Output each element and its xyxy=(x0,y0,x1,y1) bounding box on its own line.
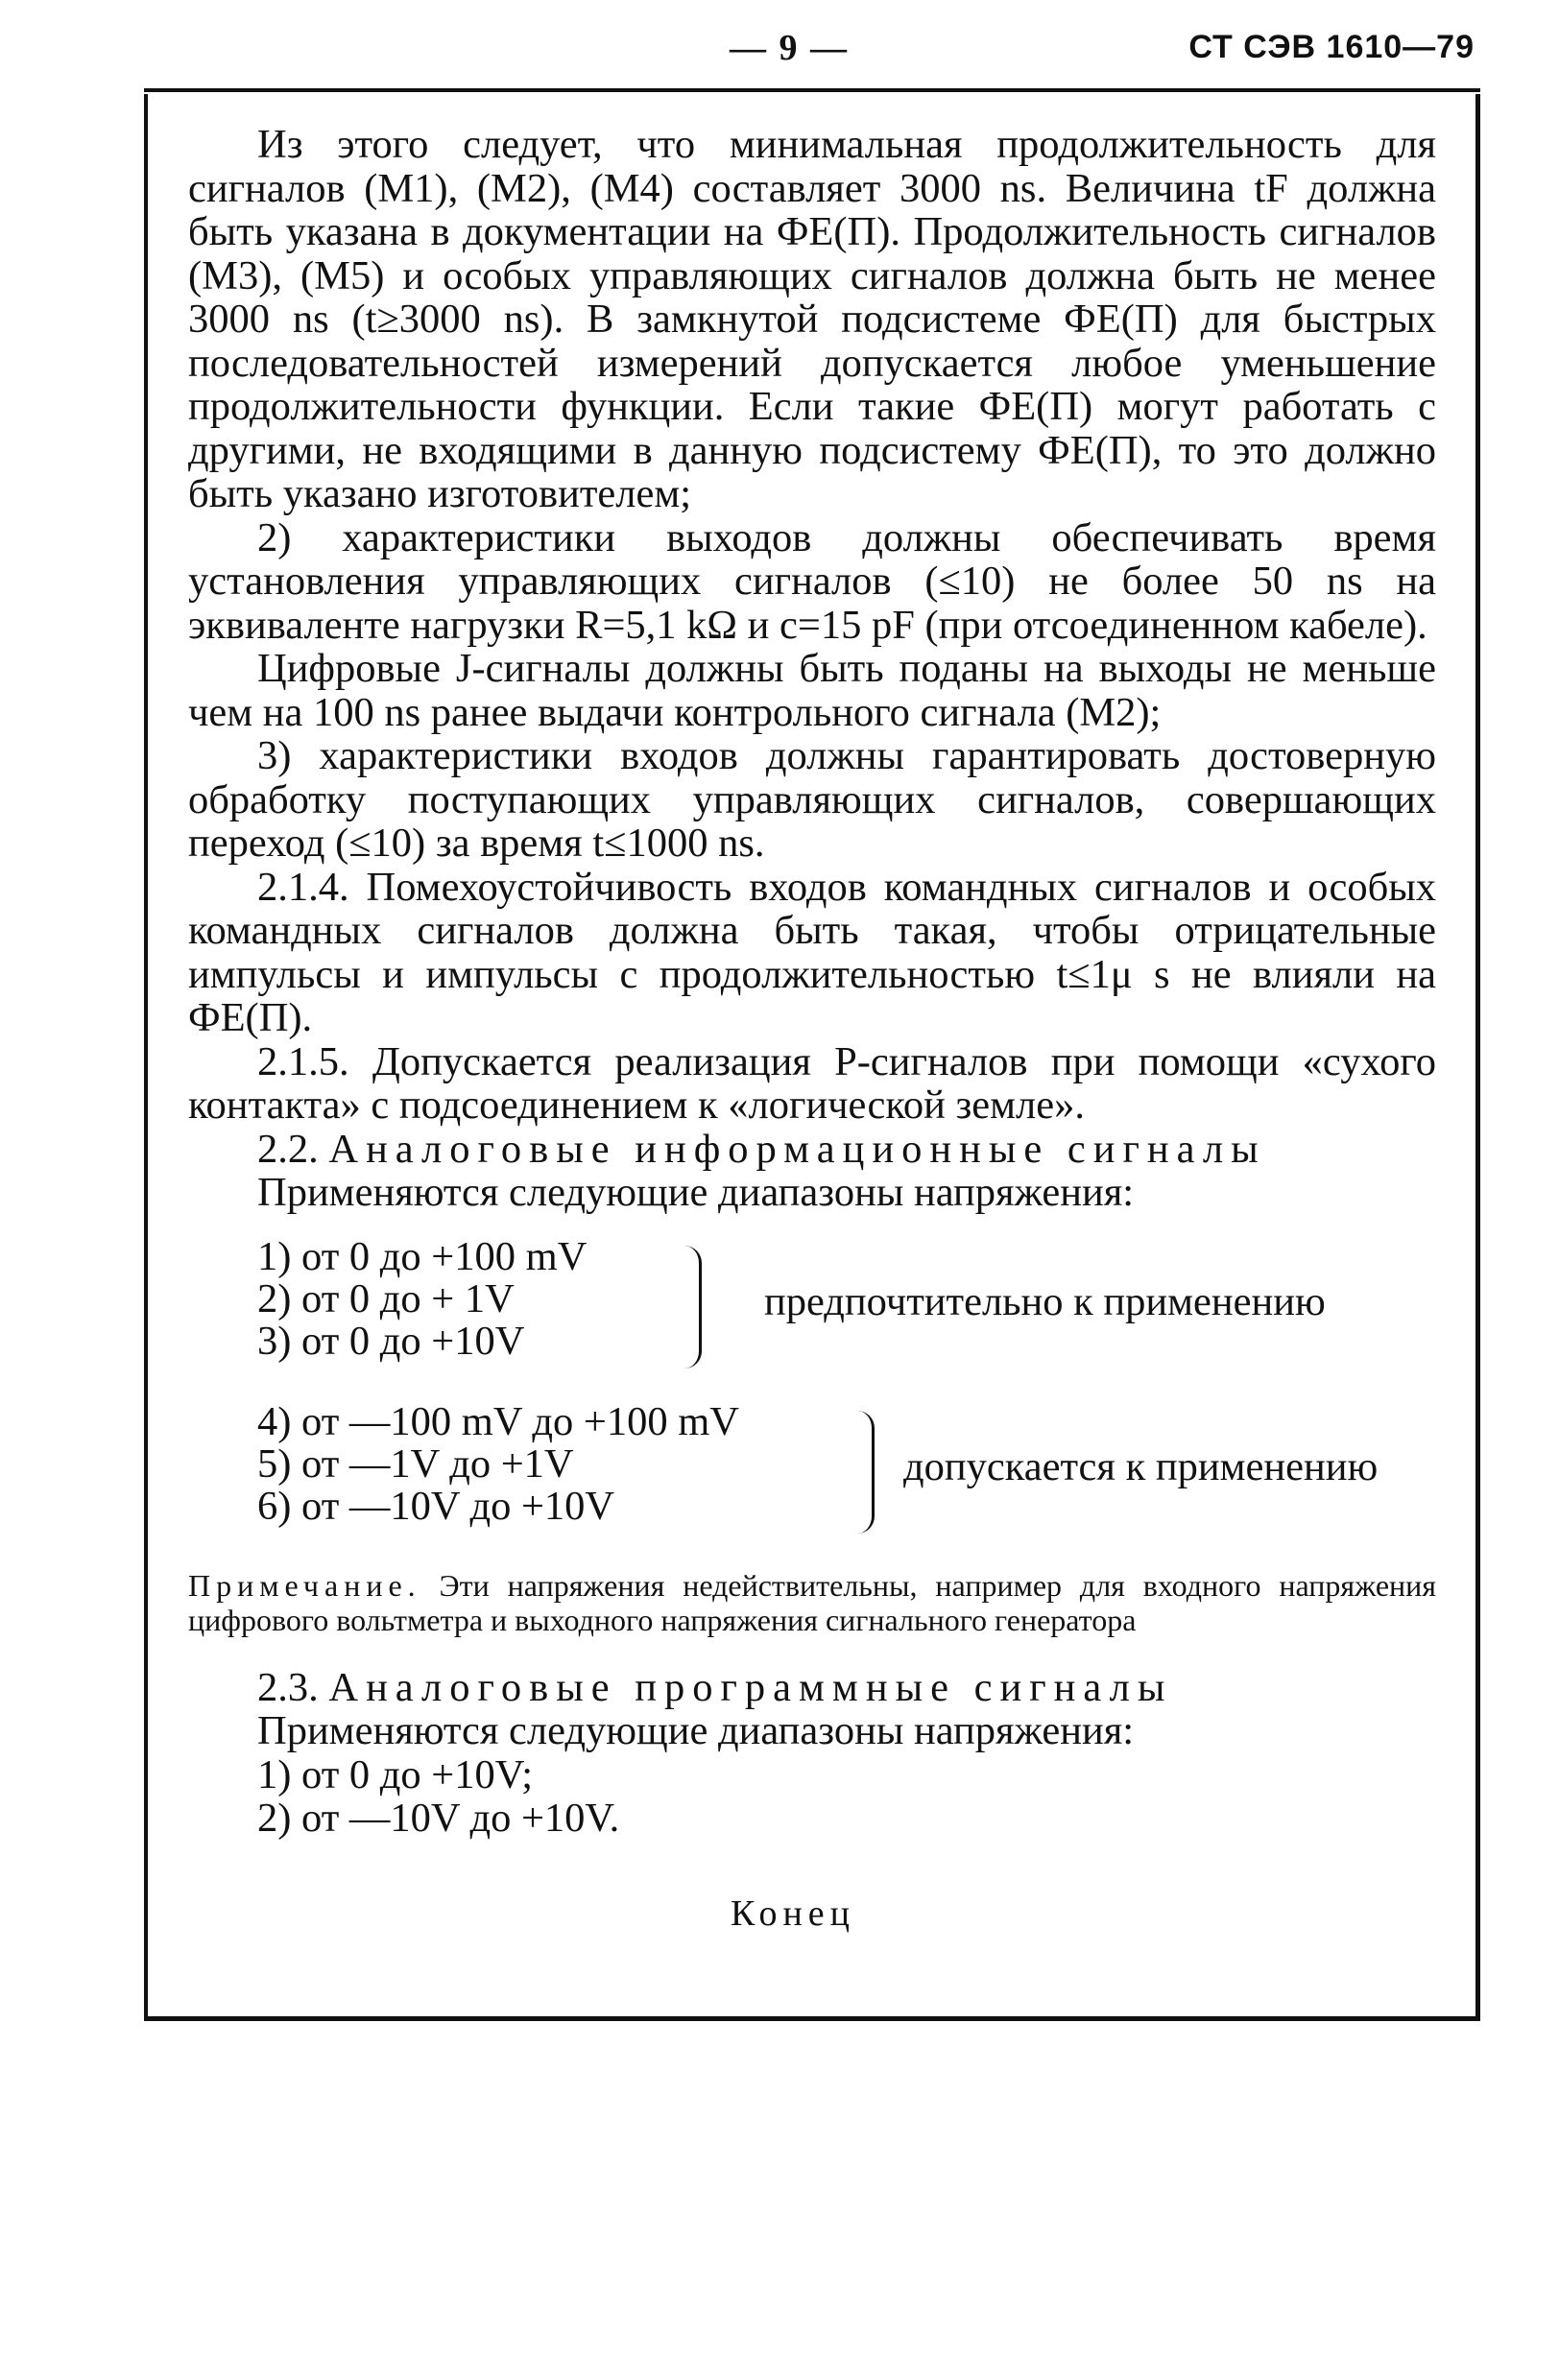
paragraph-inputs: 3) характеристики входов должны гарантировать достоверную обработку поступающих управляющих сигналов, совершающих переход (≤10) за время t≤1000 ns. xyxy=(188,733,1436,866)
group-label: предпочтительно к применению xyxy=(764,1278,1326,1324)
range-item: 5) от —1V до +1V xyxy=(257,1440,574,1487)
end-mark: Конец xyxy=(731,1892,855,1934)
section-title: Аналоговые программные сигналы xyxy=(328,1664,1173,1710)
page-number: — 9 — xyxy=(730,28,849,68)
range-item: 2) от —10V до +10V. xyxy=(257,1796,620,1841)
paragraph-2-1-5: 2.1.5. Допускается реализация Р-сигналов при помощи «сухого контакта» с подсоединением к «логической земле». xyxy=(188,1038,1436,1128)
paragraph-2-1-4: 2.1.4. Помехоустойчивость входов командных сигналов и особых командных сигналов должна быть такая, чтобы отрицательные импульсы и импульсы с продолжительностью t≤1μ s не влияли на ФЕ(П). xyxy=(188,864,1436,1040)
range-item: 4) от —100 mV до +100 mV xyxy=(257,1398,739,1444)
group-label: допускается к применению xyxy=(903,1443,1379,1489)
paragraph-duration: Из этого следует, что минимальная продолжительность для сигналов (M1), (M2), (M4) составляет 3000 ns. Величина tF должна быть указана в документации на ФЕ(П). Продолжительность сигналов (M3), (M5) и особых управляющих сигналов должна быть не менее 3000 ns (t≥3000 ns). В замкнутой подсистеме ФЕ(П) для быстрых последовательностей измерений допускается любое уменьшение продолжительности функции. Если такие ФЕ(П) могут работать с другими, не входящими в данную подсистему ФЕ(П), то это должно быть указано изготовителем; xyxy=(188,122,1436,516)
right-brace xyxy=(678,1246,702,1368)
section-2-3 xyxy=(188,1666,1436,1841)
note-label: Примечание. xyxy=(188,1567,421,1603)
section-2-3-intro: Применяются следующие диапазоны напряжения: xyxy=(257,1708,1135,1753)
note-text: Эти напряжения недействительны, например для входного напряжения цифрового вольтметра и выходного напряжения сигнального генератора xyxy=(188,1567,1437,1637)
document-body xyxy=(188,123,1436,1936)
paragraph-digital-j-signals: Цифровые J-сигналы должны быть поданы на выходы не меньше чем на 100 ns ранее выдачи контрольного сигнала (M2); xyxy=(188,646,1436,735)
permitted-ranges xyxy=(188,1398,1436,1545)
range-list xyxy=(257,1398,795,1529)
section-number: 2.2. xyxy=(257,1126,319,1172)
section-2-2-intro: Применяются следующие диапазоны напряжения: xyxy=(257,1170,1135,1215)
section-2-2-heading xyxy=(188,1128,1436,1172)
note xyxy=(188,1568,1436,1637)
section-2-3-heading xyxy=(188,1666,1436,1710)
preferred-ranges xyxy=(188,1233,1436,1380)
right-brace xyxy=(851,1411,875,1534)
section-number: 2.3. xyxy=(257,1664,319,1710)
range-item: 3) от 0 до +10V xyxy=(257,1318,525,1364)
range-list xyxy=(257,1233,795,1364)
range-item: 2) от 0 до + 1V xyxy=(257,1275,515,1321)
range-item: 1) от 0 до +100 mV xyxy=(257,1233,588,1279)
section-title: Аналоговые информационные сигналы xyxy=(328,1126,1266,1172)
paragraph-outputs: 2) характеристики выходов должны обеспечивать время установления управляющих сигналов (≤10) не более 50 ns на эквиваленте нагрузки R=5,1 kΩ и c=15 pF (при отсоединенном кабеле). xyxy=(188,514,1436,648)
range-item: 6) от —10V до +10V xyxy=(257,1483,615,1529)
page-header xyxy=(0,27,1559,84)
standard-code: СТ СЭВ 1610—79 xyxy=(1188,29,1475,65)
range-item: 1) от 0 до +10V; xyxy=(257,1751,534,1797)
